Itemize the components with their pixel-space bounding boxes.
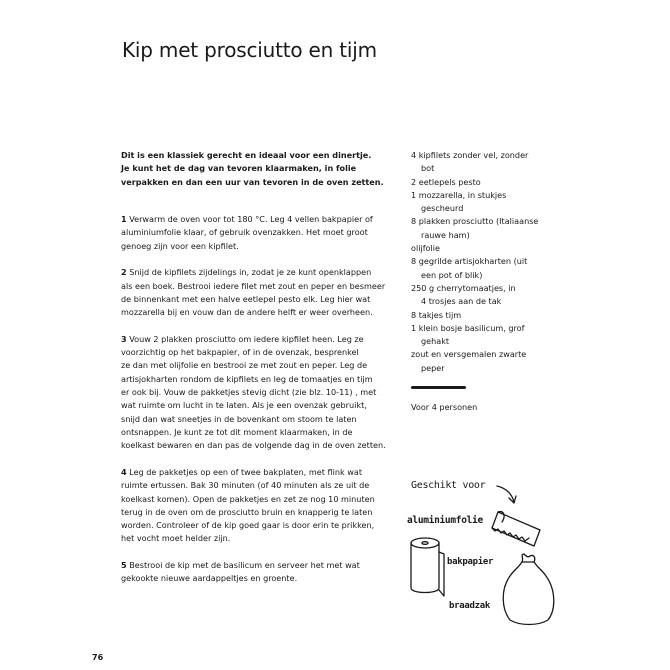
ingredient-item: 2 eetlepels pesto [411,176,481,187]
foil-roll-icon [492,512,540,546]
step-line: er ook bij. Vouw de pakketjes stevig dicht (zie blz. 10-11) , met [121,387,377,398]
step-number: 2 [121,267,127,278]
step-line: wat ruimte om lucht in te laten. Als je een ovenzak gebruikt, [121,400,367,411]
step-line: koelkast bewaren en dan pas de volgende dag in de oven zetten. [121,440,386,451]
ingredient-item: 1 klein bosje basilicum, grof gehakt [411,322,525,347]
step-number: 5 [121,560,127,571]
step-line: terug in de oven om de prosciutto bruin en knapperig te laten [121,506,373,517]
step-line: Leg de pakketjes op een of twee bakplaten, met flink wat [126,466,362,477]
intro-line: Dit is een klassiek gerecht en ideaal voor een dinertje. [121,150,372,160]
step-line: Verwarm de oven voor tot 180 °C. Leg 4 vellen bakpapier of [126,214,373,224]
step-number: 1 [121,214,127,224]
step-2 [121,266,406,319]
ingredient-item: 8 plakken prosciutto (Italiaanse rauwe ham) [411,216,539,240]
page-number: 76 [92,653,104,662]
roasting-bag-icon [503,554,554,625]
label-aluminiumfolie: aluminiumfolie [407,515,483,526]
ingredient-item: zout en versgemalen zwarte peper [411,349,527,373]
intro-line: Je kunt het de dag van tevoren klaarmaken, in folie [121,163,357,174]
ingredient-item: olijfolie [411,243,440,254]
step-1 [121,213,406,253]
ingredient-item: 4 kipfilets zonder vel, zonder bot [411,150,529,174]
step-line: genoeg zijn voor een kipfilet. [121,240,239,251]
step-line: aluminiumfolie klaar, of gebruik ovenzakken. Het moet groot [121,227,368,238]
step-line: de binnenkant met een halve eetlepel pesto elk. Leg hier wat [121,293,371,304]
step-line: Snijd de kipfilets zijdelings in, zodat je ze kunt openklappen [126,267,372,278]
step-3 [121,333,406,453]
recipe-steps [121,213,406,599]
step-5 [121,559,406,586]
recipe-intro [121,149,396,189]
step-number: 3 [121,333,127,344]
illustration-heading: Geschikt voor [411,480,486,491]
step-line: snijd dan wat sneetjes in de bovenkant om stoom te laten [121,413,357,424]
step-line: ontsnappen. Je kunt ze tot dit moment klaarmaken, in de [121,426,353,437]
step-line: ruimte ertussen. Bak 30 minuten (of 40 minuten als ze uit de [121,480,370,491]
ingredient-item: 8 gegrilde artisjokharten (uit een pot of blik) [411,256,528,280]
ingredient-item: 250 g cherrytomaatjes, in 4 trosjes aan de tak [411,282,516,307]
step-line: mozzarella bij en vouw dan de andere helft er weer overheen. [121,307,373,318]
step-line: gekookte nieuwe aardappeltjes en groente. [121,573,298,584]
step-line: Bestrooi de kip met de basilicum en serveer het met wat [126,560,360,571]
step-line: als een boek. Bestrooi iedere filet met zout en peper en besmeer [121,280,386,291]
divider-rule [411,386,466,389]
label-bakpapier: bakpapier [447,557,494,567]
step-line: Vouw 2 plakken prosciutto om iedere kipfilet heen. Leg ze [126,333,364,344]
arrow-icon [497,486,516,503]
step-line: ze dan met olijfolie en bestrooi ze met zout en peper. Leg de [121,360,368,371]
ingredient-item: 1 mozzarella, in stukjes gescheurd [411,189,507,214]
ingredient-item: 8 takjes tijm [411,309,462,320]
label-braadzak: braadzak [449,601,490,611]
step-line: voorzichtig op het bakpapier, of in de ovenzak, besprenkel [121,347,359,358]
servings: Voor 4 personen [411,402,478,412]
recipe-title: Kip met prosciutto en tijm [122,38,377,62]
step-line: artisjokharten rondom de kipfilets en leg de tomaatjes en tijm [121,373,373,384]
step-line: koelkast komen). Open de pakketjes en zet ze nog 10 minuten [121,493,375,504]
paper-roll-icon [411,538,444,596]
step-number: 4 [121,466,127,477]
ingredient-list [411,149,571,375]
step-line: het vocht moet helder zijn. [121,533,231,544]
step-4 [121,466,406,546]
step-line: worden. Controleer of de kip goed gaar is door erin te prikken, [121,520,375,531]
intro-line: verpakken en dan een uur van tevoren in de oven zetten. [121,176,384,187]
